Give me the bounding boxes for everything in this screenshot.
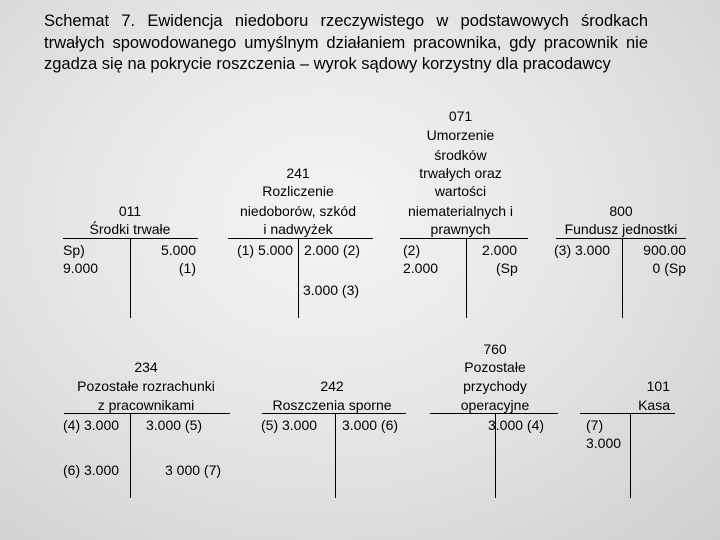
credit-entry: 2.000 — [482, 242, 518, 258]
account-number: 800 — [609, 203, 633, 219]
credit-entry: 2.000 (2) — [304, 242, 361, 258]
t-account-divider — [622, 238, 623, 318]
t-account-top-line — [580, 413, 675, 414]
account-name: Pozostałe — [464, 359, 526, 375]
account-name: Pozostałe rozrachunki — [77, 378, 215, 394]
credit-entry: 3 000 (7) — [165, 462, 222, 478]
account-name: Umorzenie — [426, 127, 495, 143]
account-name: niematerialnych i — [407, 203, 514, 219]
t-account-divider — [630, 413, 631, 498]
account-name: Rozliczenie — [262, 183, 334, 199]
account-number: 241 — [286, 165, 310, 181]
t-account-top-line — [262, 413, 406, 414]
credit-entry: 3.000 (3) — [303, 282, 360, 298]
credit-entry: 3.000 (5) — [146, 417, 203, 433]
debit-entry: Sp) — [63, 242, 85, 258]
account-name: Fundusz jednostki — [564, 221, 678, 237]
credit-entry: (Sp — [496, 260, 518, 276]
credit-entry: 5.000 — [160, 242, 196, 258]
debit-entry: (7) — [586, 417, 604, 433]
credit-entry: (1) — [178, 260, 196, 276]
debit-entry: (1) 5.000 — [236, 242, 293, 258]
account-number: 242 — [320, 378, 344, 394]
t-account-divider — [335, 413, 336, 498]
t-account-divider — [130, 238, 131, 318]
t-account-divider — [466, 238, 467, 318]
debit-entry: (3) 3.000 — [554, 242, 611, 258]
account-name: środków — [434, 147, 487, 163]
account-number: 234 — [134, 359, 158, 375]
debit-entry: (6) 3.000 — [63, 462, 120, 478]
t-account-top-line — [228, 238, 373, 239]
account-number: 760 — [483, 341, 507, 357]
account-name: trwałych oraz — [419, 165, 502, 181]
account-number: 101 — [646, 378, 670, 394]
account-name: z pracownikami — [97, 397, 195, 413]
account-name: i nadwyżek — [263, 221, 333, 237]
t-account-divider — [130, 413, 131, 498]
account-number: 011 — [118, 203, 142, 219]
t-account-top-line — [64, 413, 230, 414]
account-name: wartości — [434, 183, 487, 199]
diagram-title: Schemat 7. Ewidencja niedoboru rzeczywistego w podstawowych środkach trwałych spowodowanego umyślnym działaniem pracownika, gdy pracownik nie zgadza się na pokrycie roszczenia – wyrok sądowy korzystny dla pracodawcy — [44, 12, 648, 73]
account-name: Roszczenia sporne — [272, 397, 392, 413]
account-name: niedoborów, szkód — [240, 203, 356, 219]
credit-entry: 3.000 (4) — [488, 417, 545, 433]
debit-entry: 2.000 — [403, 260, 439, 276]
account-number: 071 — [448, 108, 473, 124]
debit-entry: 9.000 — [63, 260, 99, 276]
debit-entry: (4) 3.000 — [63, 417, 120, 433]
t-account-top-line — [556, 238, 686, 239]
account-name: Środki trwałe — [89, 221, 171, 237]
debit-entry: (5) 3.000 — [261, 417, 318, 433]
debit-entry: (2) — [403, 242, 421, 258]
t-account-divider — [298, 238, 299, 318]
credit-entry: 3.000 (6) — [342, 417, 399, 433]
debit-entry: 3.000 — [586, 435, 622, 451]
credit-entry: 900.00 — [643, 242, 686, 258]
credit-entry: 0 (Sp — [652, 260, 686, 276]
t-account-top-line — [400, 238, 528, 239]
account-name: prawnych — [430, 221, 491, 237]
t-account-top-line — [430, 413, 558, 414]
account-name: przychody — [463, 378, 527, 394]
account-name: operacyjne — [460, 397, 530, 413]
account-name: Kasa — [638, 397, 670, 413]
